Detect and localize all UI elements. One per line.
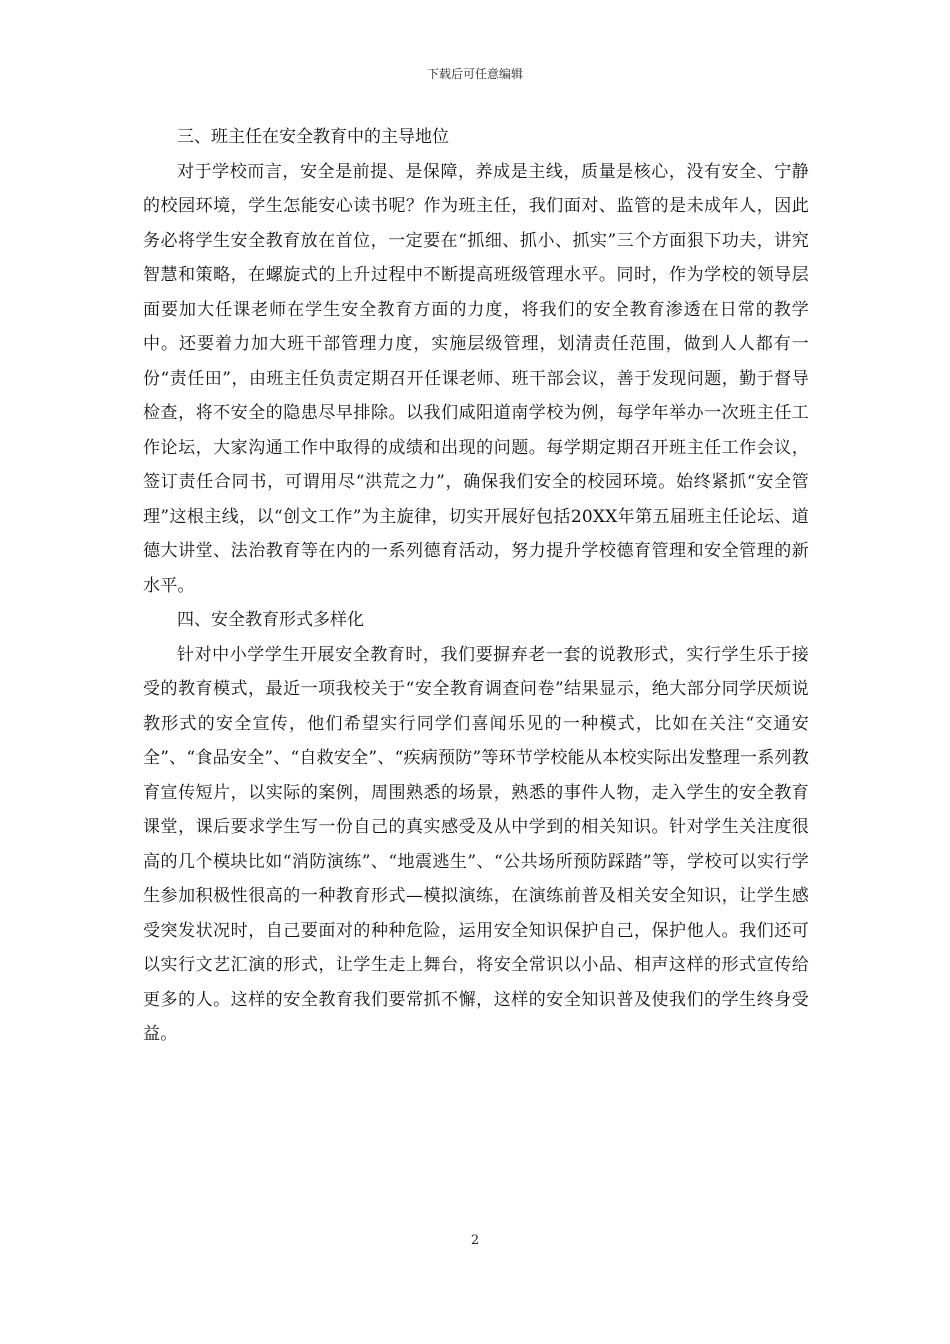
page-header: 下载后可任意编辑 bbox=[426, 67, 523, 81]
section-paragraph-4: 针对中小学学生开展安全教育时，我们要摒弃老一套的说教形式，实行学生乐于接受的教育模式，最近一项我校关于“安全教育调查问卷”结果显示，绝大部分同学厌烦说教形式的安全宣传，他们希望实行同学们喜闻乐见的一种模式，比如在关注“交通安全”、“食品安全”、“自救安全”、“疾病预防”等环节学校能从本校实际出发整理一系列教育宣传短片，以实际的案例，周围熟悉的场景，熟悉的事件人物，走入学生的安全教育课堂，课后要求学生写一份自己的真实感受及从中学到的相关知识。针对学生关注度很高的几个模块比如“消防演练”、“地震逃生”、“公共场所预防踩踏”等，学校可以实行学生参加积极性很高的一种教育形式—模拟演练，在演练前普及相关安全知识，让学生感受突发状况时，自己要面对的种种危险，运用安全知识保护自己，保护他人。我们还可以实行文艺汇演的形式，让学生走上舞台，将安全常识以小品、相声这样的形式宣传给更多的人。这样的安全教育我们要常抓不懈，这样的安全知识普及使我们的学生终身受益。 bbox=[143, 644, 809, 1044]
document-body bbox=[143, 120, 809, 1052]
section-heading-3: 三、班主任在安全教育中的主导地位 bbox=[177, 127, 449, 147]
section-paragraph-3: 对于学校而言，安全是前提、是保障，养成是主线，质量是核心，没有安全、宁静的校园环境，学生怎能安心读书呢？作为班主任，我们面对、监管的是未成年人，因此务必将学生安全教育放在首位，一定要在“抓细、抓小、抓实”三个方面狠下功夫，讲究智慧和策略，在螺旋式的上升过程中不断提高班级管理水平。同时，作为学校的领导层面要加大任课老师在学生安全教育方面的力度，将我们的安全教育渗透在日常的教学中。还要着力加大班干部管理力度，实施层级管理，划清责任范围，做到人人都有一份“责任田”，由班主任负责定期召开任课老师、班干部会议，善于发现问题，勤于督导检查，将不安全的隐患尽早排除。以我们咸阳道南学校为例，每学年举办一次班主任工作论坛，大家沟通工作中取得的成绩和出现的问题。每学期定期召开班主任工作会议，签订责任合同书，可谓用尽“洪荒之力”，确保我们安全的校园环境。始终紧抓“安全管理”这根主线，以“创文工作”为主旋律，切实开展好包括20XX年第五届班主任论坛、道德大讲堂、法治教育等在内的一系列德育活动，努力提升学校德育管理和安全管理的新水平。 bbox=[143, 161, 809, 596]
page-number: 2 bbox=[470, 1233, 480, 1248]
section-heading-4: 四、安全教育形式多样化 bbox=[177, 610, 364, 630]
